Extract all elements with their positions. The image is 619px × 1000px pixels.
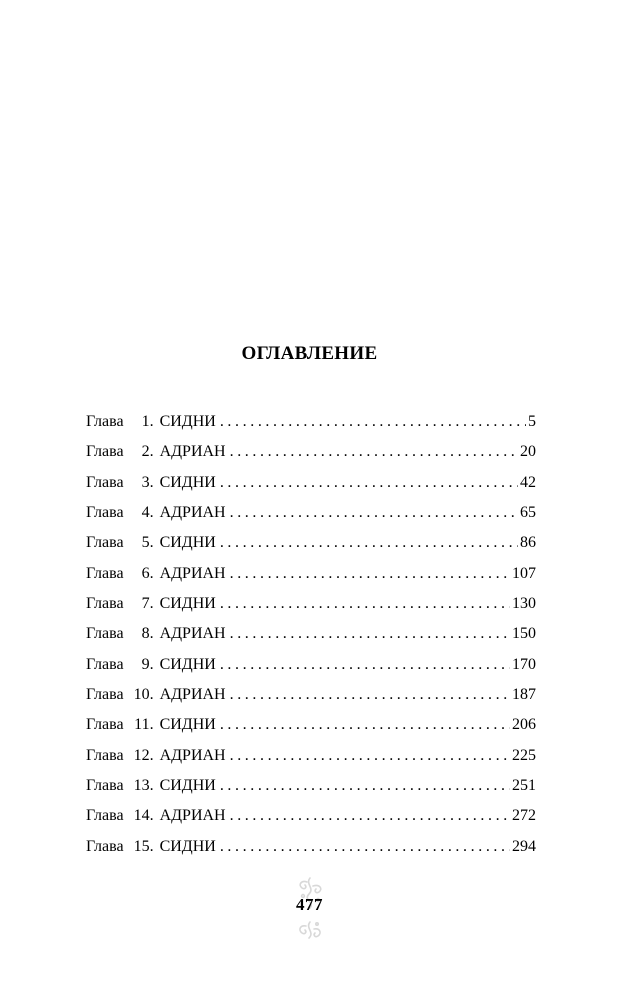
toc-row[interactable] bbox=[86, 413, 536, 443]
toc-page-number: 272 bbox=[512, 807, 536, 825]
toc-chapter-heading bbox=[86, 443, 226, 461]
table-of-contents bbox=[86, 413, 536, 868]
toc-row[interactable] bbox=[86, 747, 536, 777]
toc-page-number: 42 bbox=[520, 473, 536, 491]
toc-chapter-heading bbox=[86, 838, 216, 856]
toc-page-number: 107 bbox=[512, 564, 536, 582]
toc-dot-leader bbox=[230, 747, 510, 765]
toc-chapter-heading bbox=[86, 474, 216, 492]
toc-chapter-heading bbox=[86, 595, 216, 613]
toc-chapter-label: Глава bbox=[86, 534, 124, 552]
toc-chapter-name: СИДНИ bbox=[159, 413, 216, 430]
toc-chapter-heading bbox=[86, 413, 216, 431]
toc-chapter-label: Глава bbox=[86, 564, 124, 582]
toc-chapter-heading bbox=[86, 565, 226, 583]
toc-page-number: 294 bbox=[512, 837, 536, 855]
toc-chapter-name: СИДНИ bbox=[159, 595, 216, 613]
toc-chapter-name: СИДНИ bbox=[159, 837, 216, 855]
toc-chapter-label: Глава bbox=[86, 686, 124, 704]
toc-chapter-label: Глава bbox=[86, 413, 124, 430]
toc-dot-leader bbox=[220, 474, 518, 492]
toc-chapter-name: СИДНИ bbox=[159, 473, 216, 491]
toc-chapter-label: Глава bbox=[86, 807, 124, 825]
toc-chapter-name: АДРИАН bbox=[159, 807, 226, 825]
toc-page-number: 5 bbox=[528, 413, 536, 430]
toc-page-number: 65 bbox=[520, 504, 536, 522]
toc-chapter-number: 8. bbox=[141, 625, 154, 643]
toc-page-number: 20 bbox=[520, 443, 536, 461]
toc-chapter-number: 14. bbox=[133, 807, 154, 825]
toc-row[interactable] bbox=[86, 777, 536, 807]
toc-chapter-number: 4. bbox=[141, 504, 154, 522]
toc-page-number: 150 bbox=[512, 625, 536, 643]
toc-chapter-label: Глава bbox=[86, 473, 124, 491]
toc-chapter-number: 11. bbox=[134, 716, 154, 734]
toc-row[interactable] bbox=[86, 625, 536, 655]
toc-dot-leader bbox=[230, 504, 518, 522]
toc-dot-leader bbox=[220, 534, 518, 552]
toc-chapter-number: 15. bbox=[133, 837, 154, 855]
toc-dot-leader bbox=[220, 595, 510, 613]
toc-chapter-name: АДРИАН bbox=[159, 504, 226, 522]
toc-dot-leader bbox=[220, 656, 510, 674]
toc-chapter-name: АДРИАН bbox=[159, 625, 226, 643]
toc-page-number: 206 bbox=[512, 716, 536, 734]
toc-chapter-heading bbox=[86, 747, 226, 765]
toc-chapter-label: Глава bbox=[86, 625, 124, 643]
toc-chapter-label: Глава bbox=[86, 716, 124, 734]
toc-dot-leader bbox=[220, 716, 510, 734]
toc-chapter-heading bbox=[86, 686, 226, 704]
toc-chapter-number: 7. bbox=[141, 595, 154, 613]
toc-chapter-name: АДРИАН bbox=[159, 443, 226, 461]
toc-dot-leader bbox=[230, 565, 510, 583]
toc-chapter-name: СИДНИ bbox=[159, 777, 216, 795]
toc-chapter-number: 1. bbox=[141, 413, 154, 430]
toc-row[interactable] bbox=[86, 656, 536, 686]
toc-dot-leader bbox=[230, 686, 510, 704]
toc-chapter-number: 3. bbox=[141, 473, 154, 491]
toc-chapter-label: Глава bbox=[86, 504, 124, 522]
toc-dot-leader bbox=[220, 413, 526, 431]
page-footer bbox=[0, 890, 619, 914]
page-number: 477 bbox=[296, 895, 323, 914]
toc-chapter-name: АДРИАН bbox=[159, 564, 226, 582]
toc-chapter-number: 5. bbox=[141, 534, 154, 552]
toc-chapter-name: СИДНИ bbox=[159, 534, 216, 552]
toc-page-number: 251 bbox=[512, 777, 536, 795]
toc-chapter-name: АДРИАН bbox=[159, 686, 226, 704]
toc-dot-leader bbox=[230, 443, 518, 461]
toc-chapter-heading bbox=[86, 625, 226, 643]
toc-row[interactable] bbox=[86, 838, 536, 868]
toc-chapter-number: 13. bbox=[133, 777, 154, 795]
toc-chapter-name: СИДНИ bbox=[159, 655, 216, 673]
toc-row[interactable] bbox=[86, 504, 536, 534]
toc-chapter-heading bbox=[86, 534, 216, 552]
toc-dot-leader bbox=[230, 807, 510, 825]
toc-chapter-number: 9. bbox=[141, 655, 154, 673]
toc-row[interactable] bbox=[86, 474, 536, 504]
toc-page-number: 170 bbox=[512, 655, 536, 673]
toc-chapter-label: Глава bbox=[86, 595, 124, 613]
toc-chapter-heading bbox=[86, 807, 226, 825]
toc-chapter-number: 12. bbox=[133, 746, 154, 764]
toc-row[interactable] bbox=[86, 686, 536, 716]
toc-dot-leader bbox=[230, 625, 510, 643]
toc-chapter-name: СИДНИ bbox=[159, 716, 216, 734]
toc-dot-leader bbox=[220, 838, 510, 856]
toc-row[interactable] bbox=[86, 565, 536, 595]
toc-page-number: 225 bbox=[512, 746, 536, 764]
toc-chapter-label: Глава bbox=[86, 655, 124, 673]
toc-chapter-label: Глава bbox=[86, 746, 124, 764]
toc-chapter-label: Глава bbox=[86, 837, 124, 855]
toc-page-number: 187 bbox=[512, 686, 536, 704]
toc-chapter-number: 6. bbox=[141, 564, 154, 582]
toc-chapter-label: Глава bbox=[86, 443, 124, 461]
toc-chapter-number: 10. bbox=[133, 686, 154, 704]
toc-row[interactable] bbox=[86, 595, 536, 625]
page-title: ОГЛАВЛЕНИЕ bbox=[241, 343, 378, 364]
toc-chapter-heading bbox=[86, 777, 216, 795]
toc-chapter-heading bbox=[86, 656, 216, 674]
toc-page-number: 130 bbox=[512, 595, 536, 613]
toc-row[interactable] bbox=[86, 534, 536, 564]
toc-row[interactable] bbox=[86, 807, 536, 837]
toc-row[interactable] bbox=[86, 443, 536, 473]
toc-chapter-label: Глава bbox=[86, 777, 124, 795]
toc-page-number: 86 bbox=[520, 534, 536, 552]
toc-chapter-number: 2. bbox=[141, 443, 154, 461]
toc-row[interactable] bbox=[86, 716, 536, 746]
toc-chapter-heading bbox=[86, 504, 226, 522]
toc-dot-leader bbox=[220, 777, 510, 795]
toc-chapter-heading bbox=[86, 716, 216, 734]
toc-chapter-name: АДРИАН bbox=[159, 746, 226, 764]
